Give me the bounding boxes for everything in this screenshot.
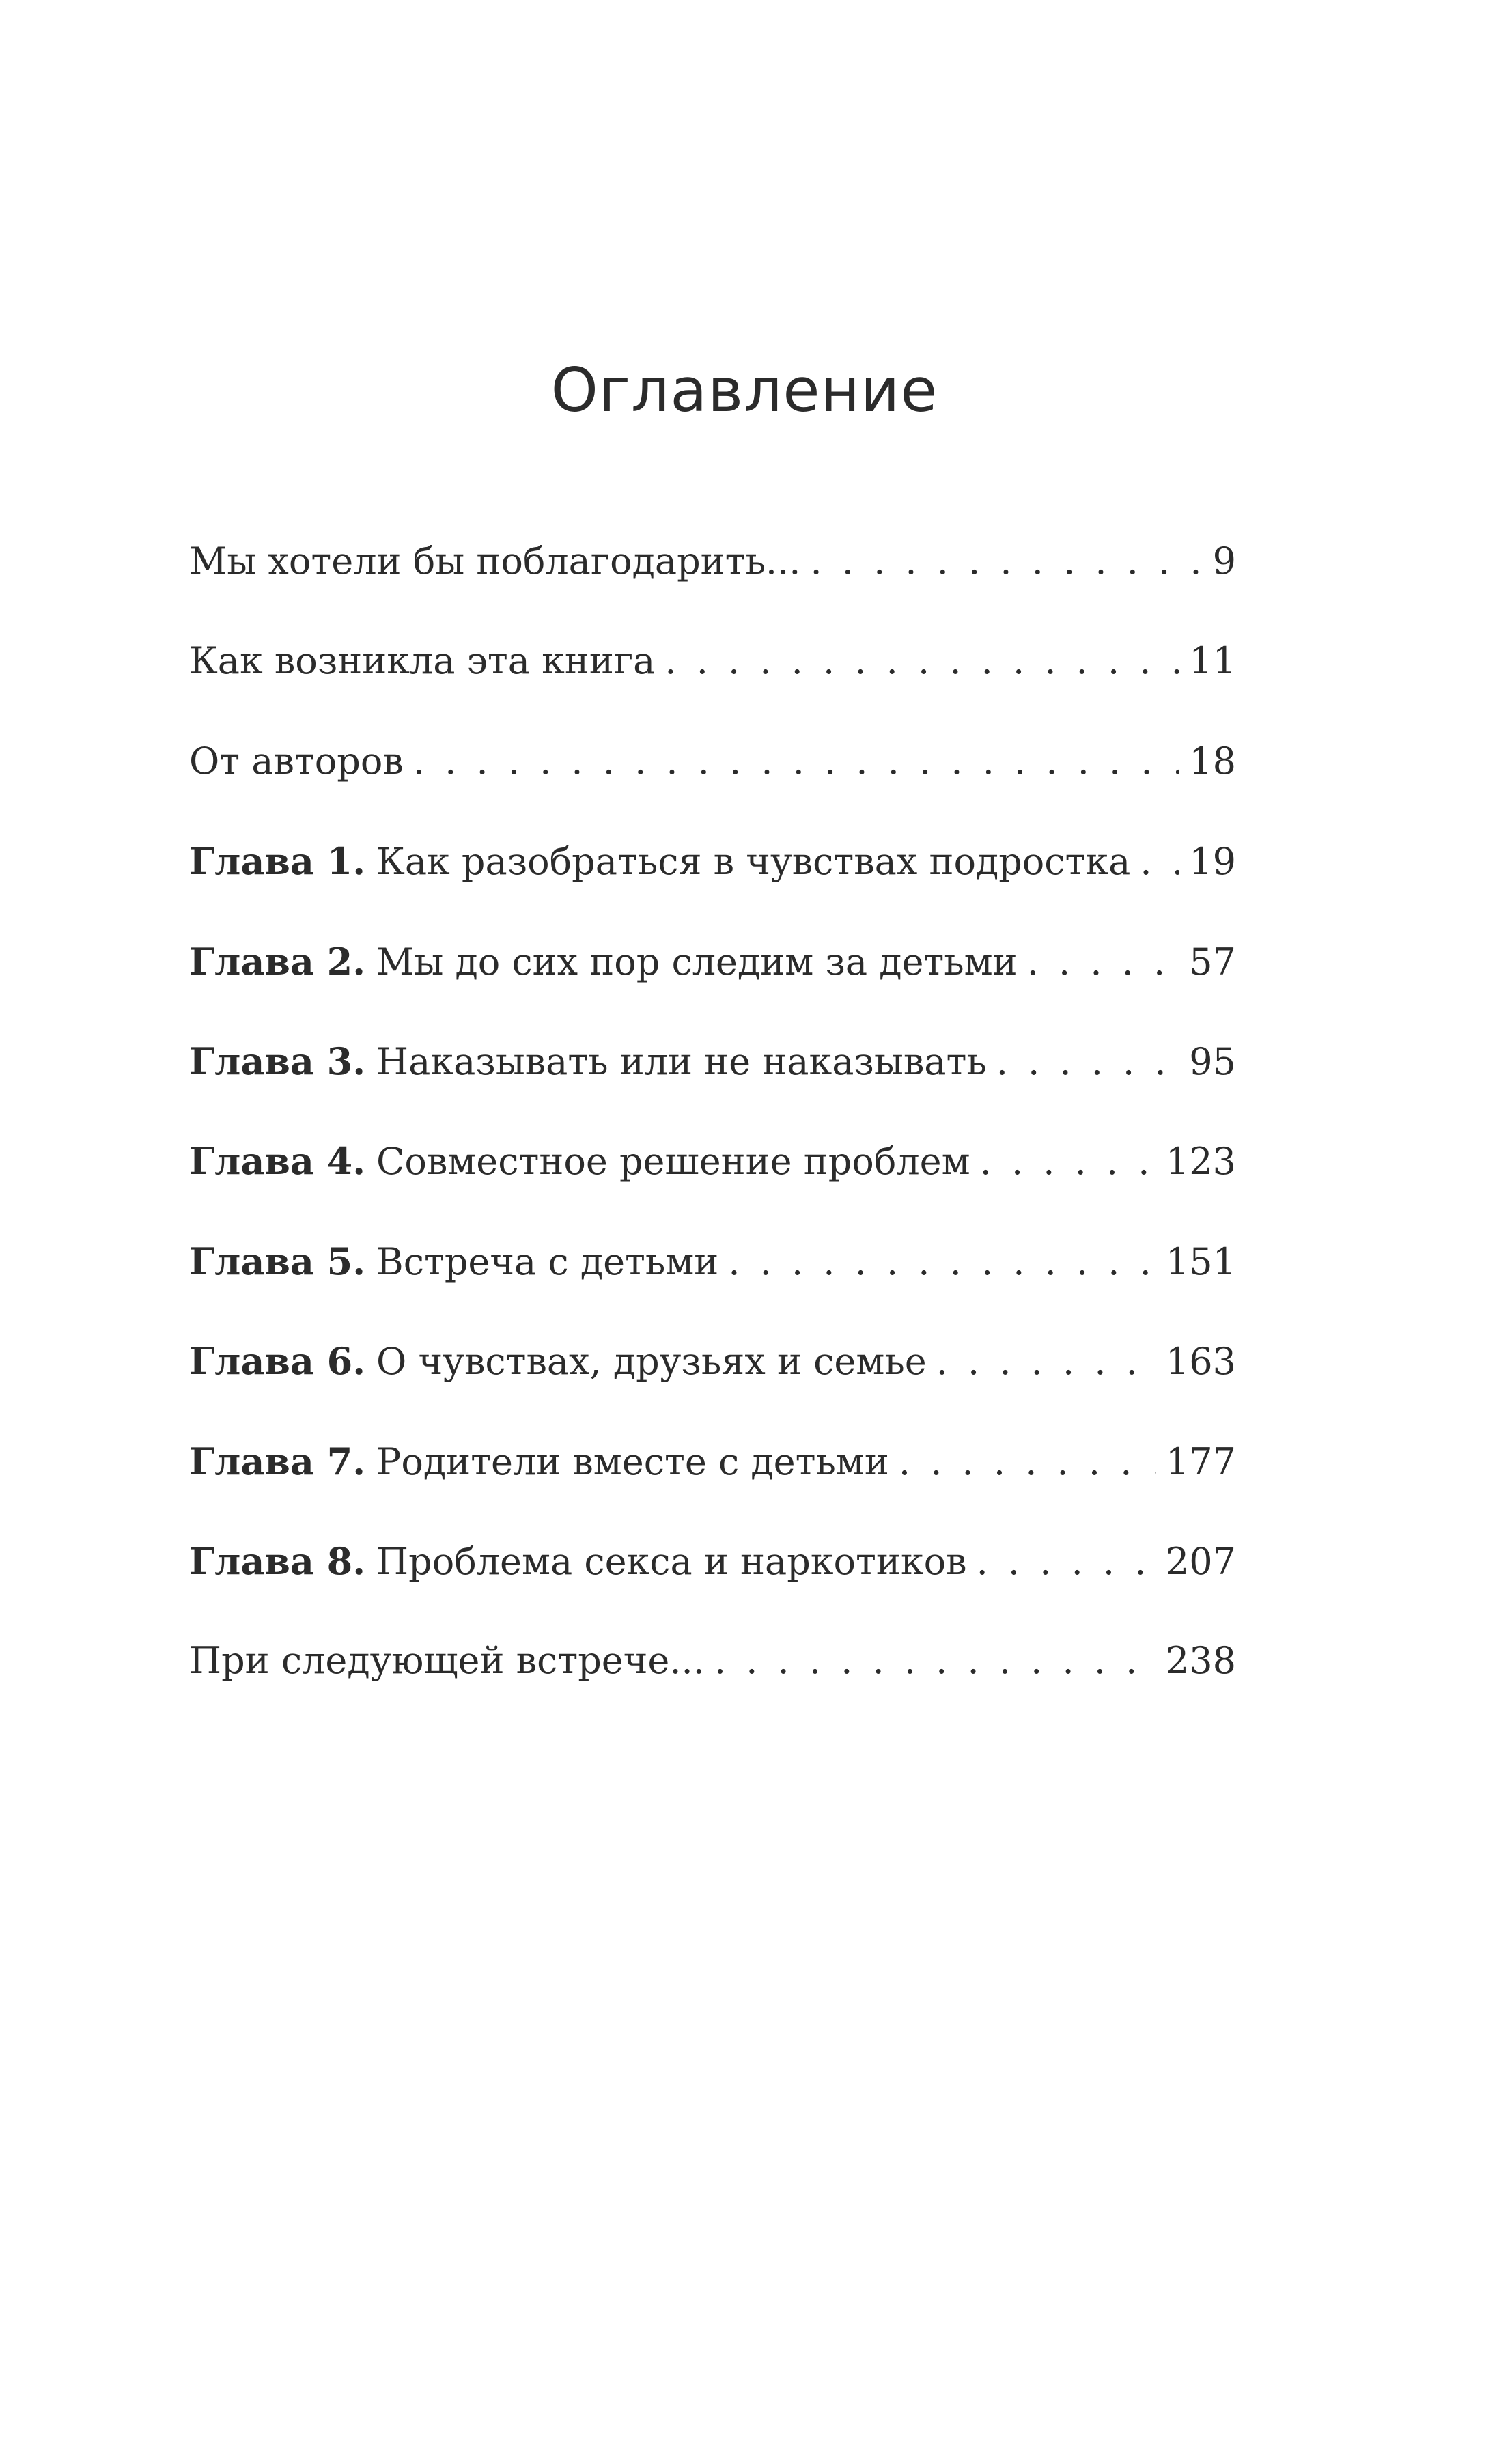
table-of-contents bbox=[189, 533, 1236, 1733]
toc-page-number: 238 bbox=[1165, 1639, 1236, 1683]
toc-entry-title: Родители вместе с детьми bbox=[376, 1440, 889, 1483]
toc-entry-title: Встреча с детьми bbox=[376, 1239, 719, 1283]
toc-entry-from-authors[interactable] bbox=[189, 733, 1236, 832]
dot-leader bbox=[413, 740, 1180, 783]
toc-page-number: 11 bbox=[1189, 639, 1236, 683]
toc-page-number: 57 bbox=[1189, 940, 1236, 983]
toc-page-number: 18 bbox=[1189, 739, 1236, 783]
dot-leader bbox=[936, 1340, 1156, 1384]
dot-leader bbox=[664, 639, 1179, 683]
toc-entry-chapter-6[interactable] bbox=[189, 1332, 1236, 1432]
toc-entry-title: От авторов bbox=[189, 739, 404, 783]
toc-entry-title: О чувствах, друзьях и семье bbox=[376, 1340, 927, 1384]
toc-entry-chapter-4[interactable] bbox=[189, 1132, 1236, 1232]
toc-entry-chapter-7[interactable] bbox=[189, 1433, 1236, 1532]
dot-leader bbox=[980, 1140, 1156, 1183]
toc-entry-title: Как разобраться в чувствах подростка bbox=[376, 840, 1131, 884]
toc-entry-chapter-3[interactable] bbox=[189, 1033, 1236, 1132]
toc-entry-title: При следующей встрече... bbox=[189, 1639, 705, 1683]
chapter-label: Глава 8. bbox=[189, 1539, 366, 1583]
toc-entry-chapter-8[interactable] bbox=[189, 1532, 1236, 1632]
toc-page-number: 95 bbox=[1189, 1039, 1236, 1083]
toc-page-number: 9 bbox=[1212, 540, 1236, 583]
page-title: Оглавление bbox=[550, 355, 938, 425]
chapter-label: Глава 5. bbox=[189, 1239, 366, 1283]
dot-leader bbox=[1140, 840, 1179, 884]
toc-entry-title: Проблема секса и наркотиков bbox=[376, 1539, 967, 1583]
dot-leader bbox=[714, 1639, 1156, 1683]
dot-leader bbox=[977, 1540, 1156, 1584]
chapter-label: Глава 3. bbox=[189, 1039, 366, 1083]
toc-entry-title: Мы хотели бы поблагодарить... bbox=[189, 540, 801, 583]
dot-leader bbox=[1027, 940, 1180, 984]
toc-page-number: 163 bbox=[1165, 1340, 1236, 1384]
dot-leader bbox=[728, 1240, 1156, 1284]
toc-entry-title: Как возникла эта книга bbox=[189, 639, 656, 683]
chapter-label: Глава 4. bbox=[189, 1139, 366, 1183]
chapter-label: Глава 6. bbox=[189, 1339, 366, 1384]
toc-entry-title: Мы до сих пор следим за детьми bbox=[376, 940, 1018, 983]
chapter-label: Глава 1. bbox=[189, 839, 366, 884]
toc-entry-next-meeting[interactable] bbox=[189, 1632, 1236, 1732]
dot-leader bbox=[899, 1440, 1156, 1484]
chapter-label: Глава 2. bbox=[189, 939, 366, 983]
toc-entry-title: Совместное решение проблем bbox=[376, 1140, 970, 1183]
toc-page-number: 123 bbox=[1165, 1140, 1236, 1183]
toc-page-number: 207 bbox=[1165, 1539, 1236, 1583]
toc-entry-title: Наказывать или не наказывать bbox=[376, 1039, 987, 1083]
toc-entry-chapter-2[interactable] bbox=[189, 933, 1236, 1033]
toc-page-number: 151 bbox=[1165, 1239, 1236, 1283]
toc-page-number: 177 bbox=[1165, 1440, 1236, 1483]
dot-leader bbox=[810, 540, 1199, 583]
toc-entry-chapter-1[interactable] bbox=[189, 832, 1236, 932]
toc-entry-book-origin[interactable] bbox=[189, 632, 1236, 732]
dot-leader bbox=[996, 1040, 1180, 1084]
toc-entry-acknowledgements[interactable] bbox=[189, 533, 1236, 632]
toc-entry-chapter-5[interactable] bbox=[189, 1233, 1236, 1332]
toc-page-number: 19 bbox=[1189, 840, 1236, 884]
chapter-label: Глава 7. bbox=[189, 1439, 366, 1483]
